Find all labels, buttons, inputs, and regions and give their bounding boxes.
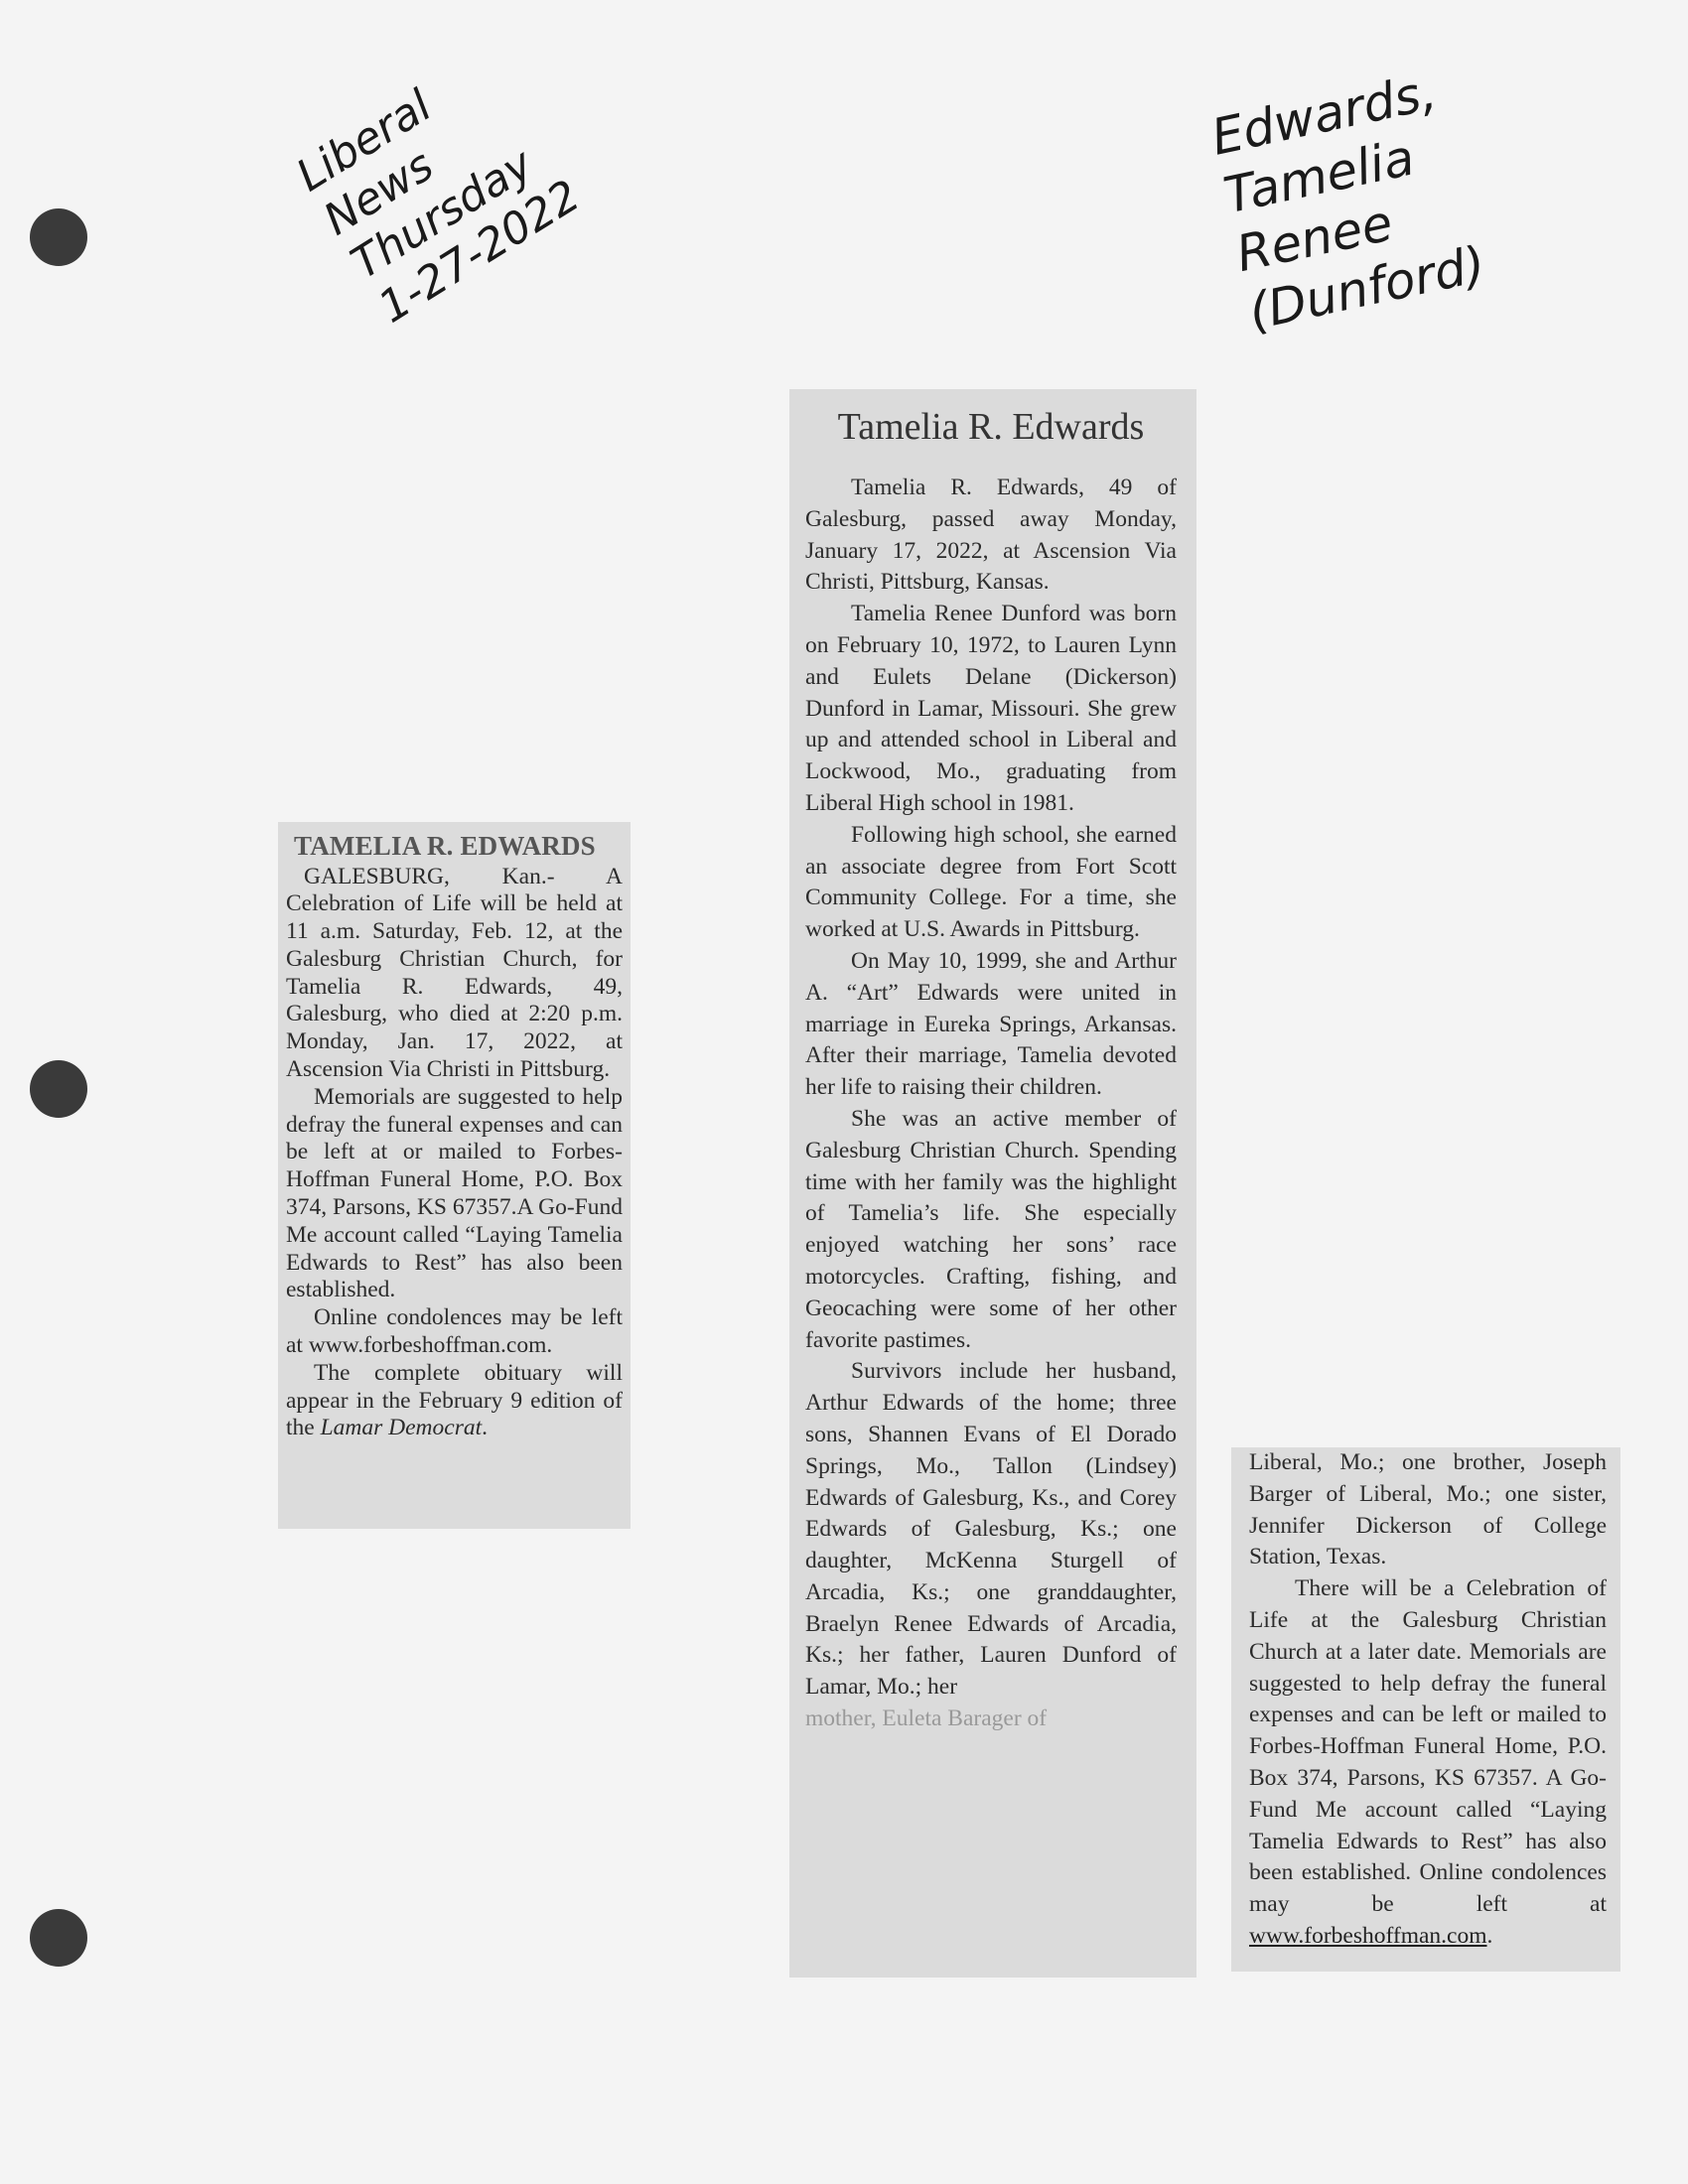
obituary-clipping [789, 389, 1196, 1978]
continuation-paragraph: Liberal, Mo.; one brother, Joseph Barger of Liberal, Mo.; one sister, Jennifer Dickerson of College Station, Texas. [1249, 1449, 1607, 1570]
obituary-paragraph: She was an active member of Galesburg Christian Church. Spending time with her family was the highlight of Tamelia’s life. She especially enjoyed watching her sons’ race motorcycles. Crafting, fishing, and Geocaching were some of her other favorite pastimes. [805, 1105, 1177, 1353]
binder-hole-middle [30, 1060, 87, 1118]
handwritten-name-note: Edwards, Tamelia Renee (Dunford) [1206, 63, 1490, 341]
obituary-paragraph: Following high school, she earned an associate degree from Fort Scott Community College. For a time, she worked at U.S. Awards in Pittsburg. [805, 821, 1177, 943]
publication-name: Lamar Democrat [320, 1415, 483, 1441]
continuation-paragraph [1249, 1573, 1607, 1953]
continuation-text: There will be a Celebration of Life at the Galesburg Christian Church at a later date. Memorials are suggested to help defray the funeral expenses and can be left or mailed to Forbes-Hoffman Funeral Home, P.O. Box 374, Parsons, KS 67357. A Go-Fund Me account called “Laying Tamelia Edwards to Rest” has also been established. Online condolences may be left at [1249, 1575, 1607, 1918]
notice-paragraph: Memorials are suggested to help defray the funeral expenses and can be left at or mailed to Forbes-Hoffman Funeral Home, P.O. Box 374, Parsons, KS 67357.A Go-Fund Me account called “Laying Tamelia Edwards to Rest” has also been established. [286, 1083, 623, 1303]
notice-paragraph: GALESBURG, Kan.- A Celebration of Life will be held at 11 a.m. Saturday, Feb. 12, at the Galesburg Christian Church, for Tamelia R. Edwards, 49, Galesburg, who died at 2:20 p.m. Monday, Jan. 17, 2022, at Ascension Via Christi in Pittsburg. [286, 863, 623, 1083]
condolences-link[interactable]: www.forbeshoffman.com [1249, 1922, 1487, 1949]
clipping-heading: TAMELIA R. EDWARDS [294, 831, 596, 861]
obituary-cutoff-line: mother, Euleta Barager of [805, 1706, 1048, 1732]
binder-hole-top [30, 208, 87, 266]
short-notice-clipping [278, 822, 631, 1529]
handwritten-source-note: Liberal News Thursday 1-27-2022 [288, 80, 589, 334]
notice-paragraph: Online condolences may be left at www.forbeshoffman.com. [286, 1304, 623, 1359]
notice-text: The complete obituary will appear in the February 9 edition of the [286, 1359, 623, 1441]
obituary-continuation-clipping [1231, 1447, 1620, 1972]
obituary-paragraph: On May 10, 1999, she and Arthur A. “Art” Edwards were united in marriage in Eureka Springs, Arkansas. After their marriage, Tamelia devoted her life to raising their children. [805, 947, 1177, 1101]
binder-hole-bottom [30, 1909, 87, 1967]
notice-period: . [482, 1415, 489, 1441]
continuation-period: . [1486, 1922, 1493, 1949]
obituary-heading: Tamelia R. Edwards [837, 406, 1145, 448]
notice-paragraph [286, 1360, 623, 1442]
obituary-paragraph: Survivors include her husband, Arthur Edwards of the home; three sons, Shannen Evans of El Dorado Springs, Mo., Tallon (Lindsey) Edwards of Galesburg, Ks., and Corey Edwards of Galesburg, Ks.; one daughter, McKenna Sturgell of Arcadia, Ks.; one granddaughter, Braelyn Renee Edwards of Arcadia, Ks.; her father, Lauren Dunford of Lamar, Mo.; her [805, 1358, 1177, 1701]
obituary-paragraph: Tamelia R. Edwards, 49 of Galesburg, passed away Monday, January 17, 2022, at Ascension Via Christi, Pittsburg, Kansas. [805, 475, 1177, 596]
obituary-paragraph: Tamelia Renee Dunford was born on February 10, 1972, to Lauren Lynn and Eulets Delane (Dickerson) Dunford in Lamar, Missouri. She grew up and attended school in Liberal and Lockwood, Mo., graduating from Liberal High school in 1981. [805, 601, 1177, 816]
